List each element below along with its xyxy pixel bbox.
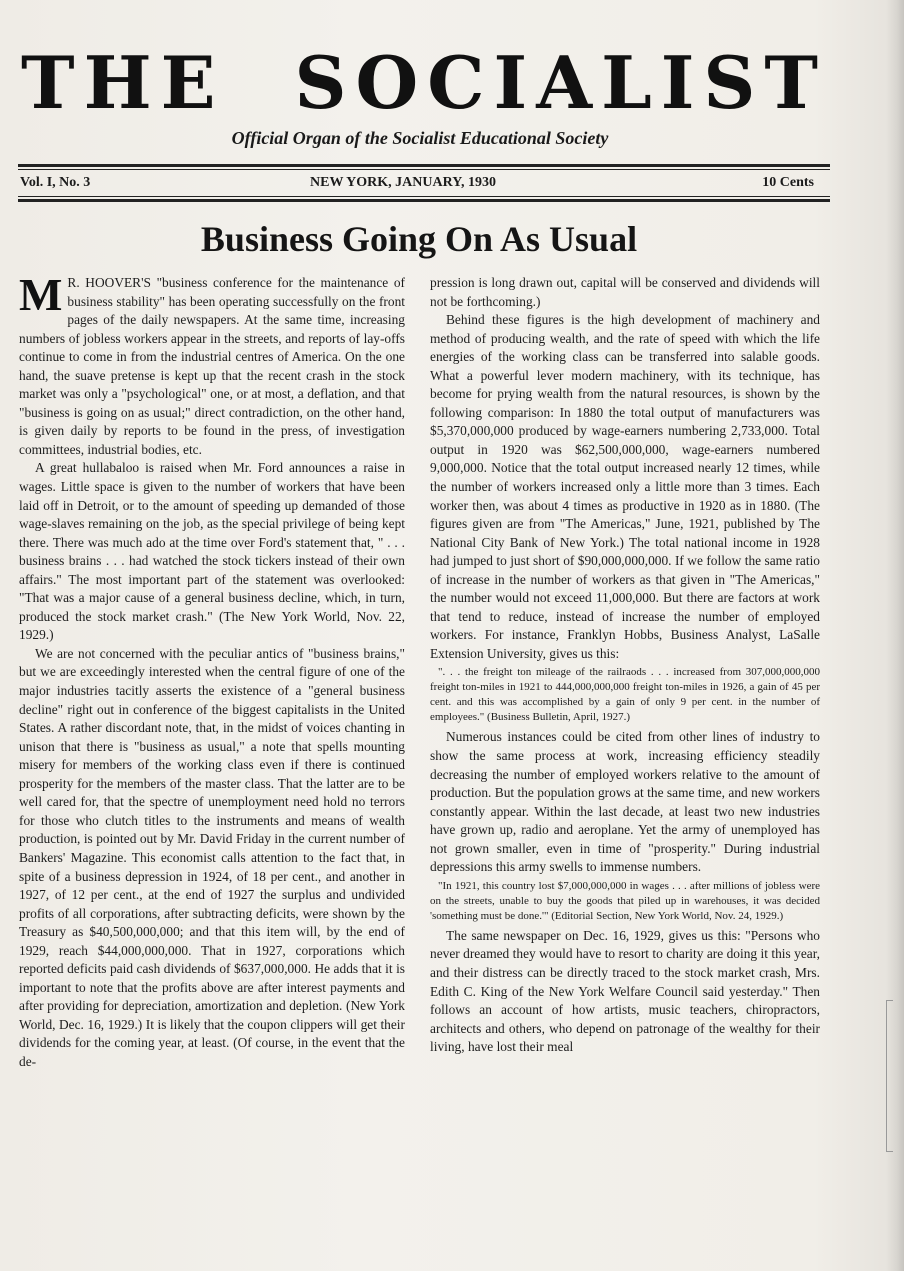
paragraph: Behind these figures is the high development of machinery and method of producing wealth, and the rate of speed with which the life energies of the working class can be transferred into salable goods. What a powerful lever modern machinery, with its technique, has become for prying wealth from the natural resources, is shown by the following comparison: In 1880 the total output of manufacturers was $5,370,000,000 produced by wage-earners numbering 2,733,000. Total output in 1920 was $62,500,000,000, wage-earners numbered 9,000,000. Notice that the total output increased nearly 12 times, while the number of workers increased only a little more than 3 times. Each worker then, was about 4 times as productive in 1920 as in 1880. (The figures given are from "The Americas," June, 1921, published by The National City Bank of New York.) The total national income in 1928 had jumped to just short of $90,000,000,000. If we follow the same ratio of increase in the number of workers as that given in "The Americas," the number would not exceed 11,000,000. But there are factors at work that tend to reduce, instead of increase the number of employed workers. For instance, Franklyn Hobbs, Business Analyst, LaSalle Extension University, gives us this:	[430, 312, 820, 661]
paragraph: The same newspaper on Dec. 16, 1929, gives us this: "Persons who never dreamed they would have to resort to charity are doing it this year, and their distress can be directly traced to the stock market crash, Mrs. Edith C. King of the New York Welfare Council said yesterday." Then follows an account of how artists, music teachers, chiropractors, architects and others, who depend on patronage of the wealthy for their living, have lost their meal	[430, 927, 820, 1055]
paragraph	[19, 269, 405, 459]
issue-line	[20, 175, 828, 195]
paragraph: Numerous instances could be cited from other lines of industry to show the same process at work, increasing efficiency steadily decreasing the number of employed workers relative to the amount of production. But the population grows at the same time, and new workers constantly appear. Within the last decade, at least two new industries have grown up, radio and aeroplane. Yet the army of unemployed has not grown smaller, even in time of "prosperity." During industrial depressions this army swells to immense numbers.	[430, 729, 820, 875]
dateline: NEW YORK, JANUARY, 1930	[310, 175, 497, 190]
top-rule-thin	[18, 169, 830, 170]
paragraph: A great hullabaloo is raised when Mr. Ford announces a raise in wages. Little space is given to the number of workers that have been laid off in Detroit, or to the amount of speeding up demanded of those wage-slaves remaining on the job, as the special privilege of being kept there. There was much ado at the time over Ford's statement that, " . . . business brains . . . had watched the stock tickers instead of their own affairs." The most important part of the statement was overlooked: "That was a major cause of a general business decline, which, in turn, produced the stock market crash." (The New York World, Nov. 22, 1929.)	[19, 460, 405, 643]
paragraph: pression is long drawn out, capital will be conserved and dividends will not be forthcoming.)	[430, 275, 820, 309]
paragraph-text: R. HOOVER'S "business conference for the maintenance of business stability" has been operating successfully on the front pages of the daily newspapers. At the same time, increasing numbers of jobless workers appear in the streets, and reports of lay-offs continue to come in from the industrial centres of America. On the one hand, the suave pretense is kept up that the recent crash in the stock market was only a "psychological" one, or at most, a deflation, and that "business is going on as usual;" direct contradiction, on the other hand, is given daily by reports to be found in the press, of investigation committees, industrial bodies, etc.	[19, 275, 405, 457]
masthead-subtitle: Official Organ of the Socialist Educational Society	[231, 128, 609, 148]
article-headline: Business Going On As Usual	[200, 219, 638, 259]
bottom-rule-thin	[18, 196, 830, 197]
article-column-right	[430, 274, 820, 1057]
top-rule-thick	[18, 164, 830, 167]
drop-cap: M	[19, 269, 63, 320]
masthead-word-socialist: SOCIALIST	[294, 40, 827, 125]
paragraph: We are not concerned with the peculiar antics of "business brains," but we are exceedingly interested when the central figure of one of the major industries tacitly asserts the existence of a "general business decline" right out in conference of the biggest capitalists in the United States. A rather discordant note, that, in the midst of voices chanting in unison that there is "business as usual," a note that spells mounting misery for members of the working class even if there is continued prosperity for the members of the master class. That the latter are to be well cared for, that the spectre of unemployment need hold no terrors for those who clutch titles to the instruments and means of wealth production, is pointed out by Mr. David Friday in the current number of Bankers' Magazine. This economist calls attention to the fact that, in spite of a business depression in 1924, of 18 per cent., and another in 1927, of 12 per cent., at the end of 1927 the surplus and undivided profits of all corporations, after subtracting deficits, were shown by the Treasury as $40,500,000,000; and that this item will, by the end of 1929, reach $44,000,000,000. That in 1927, corporations which reported deficits paid cash dividends of $637,000,000. He adds that it is important to note that the profits above are after interest payments and after providing for depreciation, amortization and depletion. (New York World, Dec. 16, 1929.) It is likely that the coupon clippers will get their dividends for the coming year, at least. (Of course, in the event that the de-	[19, 645, 405, 1069]
block-quote: ". . . the freight ton mileage of the railraods . . . increased from 307,000,000,000 freight ton-miles in 1921 to 444,000,000,000 freight ton-miles in 1926, a gain of 45 per cent. and this was accomplished by a gain of only 9 per cent. in the number of employees." (Business Bulletin, April, 1927.)	[430, 666, 820, 724]
block-quote: "In 1921, this country lost $7,000,000,000 in wages . . . after millions of jobless were on the streets, unable to buy the goods that piled up in warehouses, it was decided 'something must be done.'" (Editorial Section, New York World, Nov. 24, 1929.)	[430, 879, 820, 922]
volume-number: Vol. I, No. 3	[20, 175, 91, 190]
bottom-rule-thick	[18, 199, 830, 202]
masthead	[18, 40, 830, 125]
article-column-left	[19, 269, 405, 1072]
price: 10 Cents	[762, 175, 814, 190]
masthead-word-the: THE	[21, 40, 225, 125]
margin-mark	[886, 1000, 893, 1152]
